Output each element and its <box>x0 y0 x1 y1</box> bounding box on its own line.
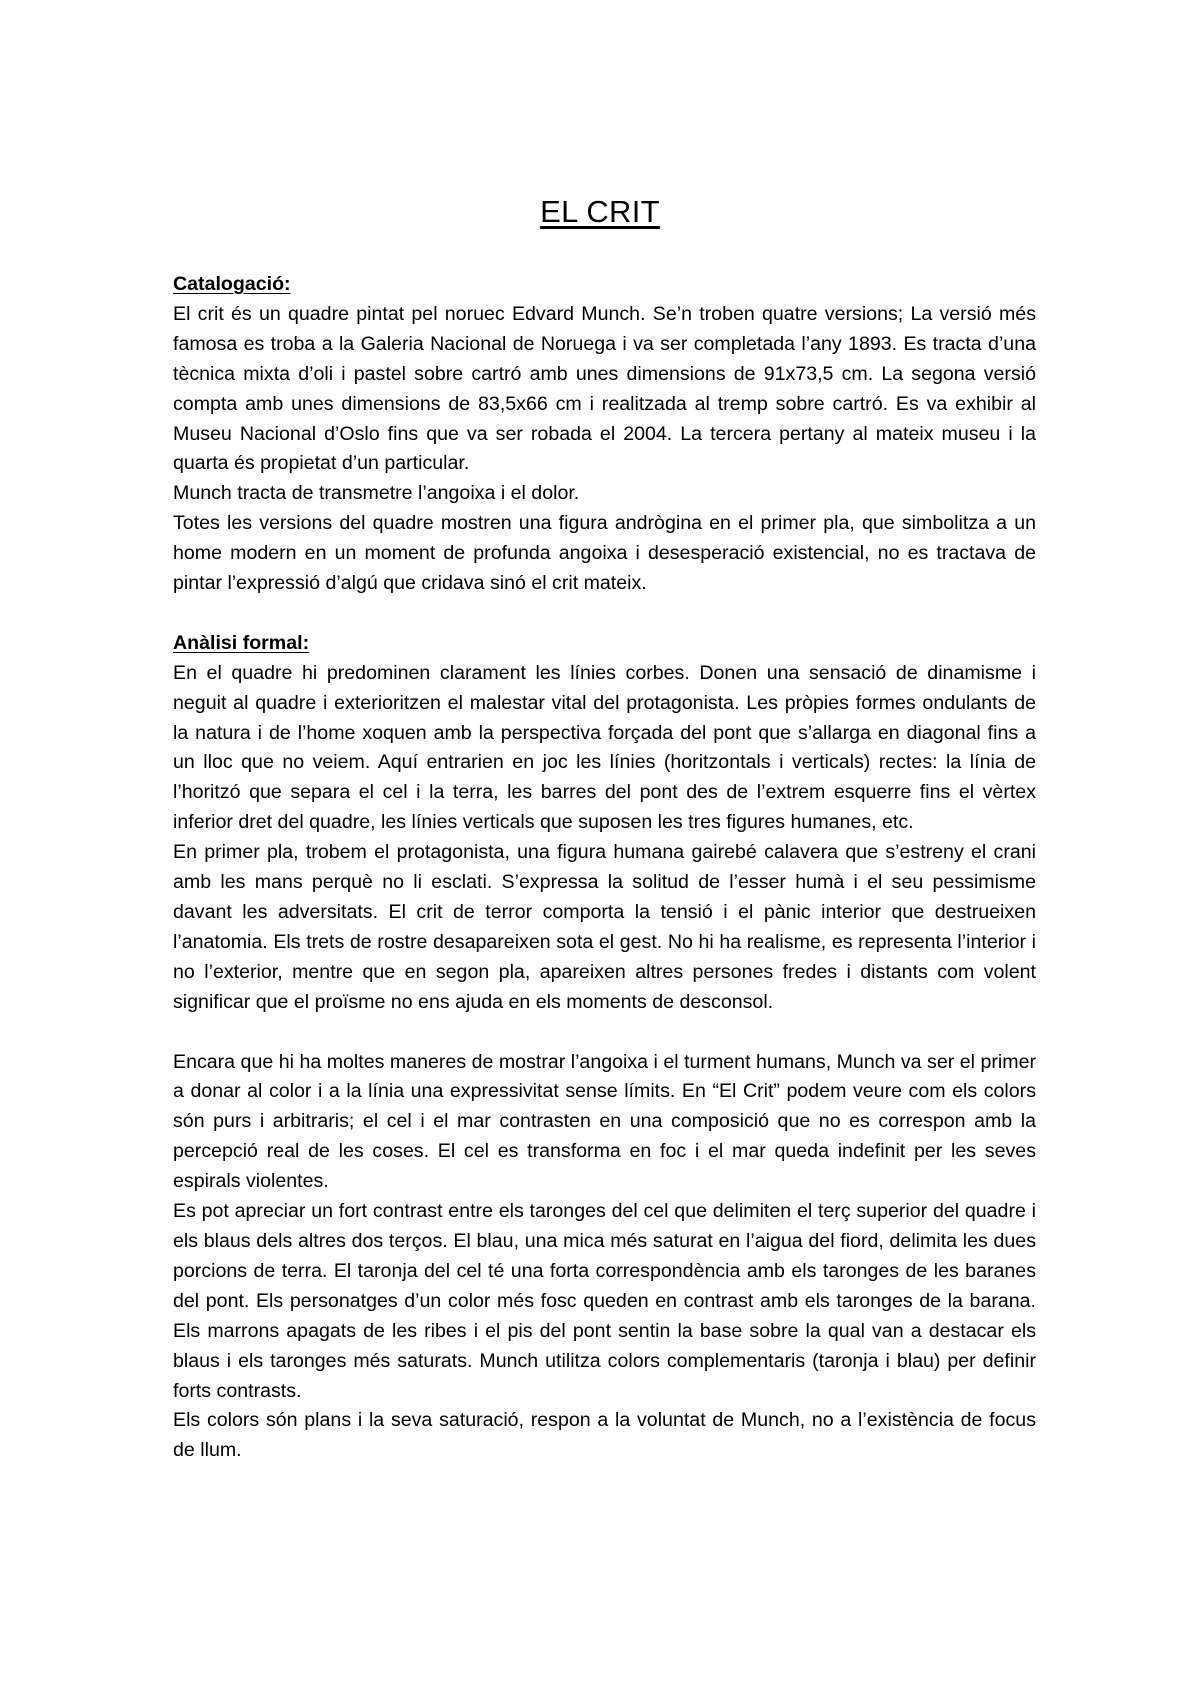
paragraph: Totes les versions del quadre mostren una figura andrògina en el primer pla, que simbolitza a un home modern en un moment de profunda angoixa i desesperació existencial, no es tractava de pintar l’expressió d’algú que cridava sinó el crit mateix. <box>173 512 1036 595</box>
paragraph: El crit és un quadre pintat pel noruec Edvard Munch. Se’n troben quatre versions; La versió més famosa es troba a la Galeria Nacional de Noruega i va ser completada l’any 1893. Es tracta d’una tècnica mixta d’oli i pastel sobre cartró amb unes dimensions de 91x73,5 cm. La segona versió compta amb unes dimensions de 83,5x66 cm i realitzada al tremp sobre cartró. Es va exhibir al Museu Nacional d’Oslo fins que va ser robada el 2004. La tercera pertany al mateix museu i la quarta és propietat d’un particular. <box>173 302 1036 475</box>
section-heading-catalogacio: Catalogació: <box>173 273 291 295</box>
paragraph: En el quadre hi predominen clarament les línies corbes. Donen una sensació de dinamisme i neguit al quadre i exterioritzen el malestar vital del protagonista. Les pròpies formes ondulants de la natura i de l’home xoquen amb la perspectiva forçada del pont que s’allarga en diagonal fins a un lloc que no veiem. Aquí entrarien en joc les línies (horitzontals i verticals) rectes: la línia de l’horitzó que separa el cel i la terra, les barres del pont des de l’extrem esquerre fins el vèrtex inferior dret del quadre, les línies verticals que suposen les tres figures humanes, etc. <box>173 661 1036 834</box>
document-title: EL CRIT <box>540 194 660 229</box>
document-body <box>173 270 1036 1466</box>
paragraph: Encara que hi ha moltes maneres de mostrar l’angoixa i el turment humans, Munch va ser el primer a donar al color i a la línia una expressivitat sense límits. En “El Crit” podem veure com els colors són purs i arbitraris; el cel i el mar contrasten en una composició que no es correspon amb la percepció real de les coses. El cel es transforma en foc i el mar queda indefinit per les seves espirals violentes. <box>173 1050 1036 1193</box>
paragraph: Munch tracta de transmetre l’angoixa i el dolor. <box>173 482 580 505</box>
paragraph: En primer pla, trobem el protagonista, una figura humana gairebé calavera que s’estreny el crani amb les mans perquè no li esclati. S’expressa la solitud de l’esser humà i el seu pessimisme davant les adversitats. El crit de terror comporta la tensió i el pànic interior que destrueixen l’anatomia. Els trets de rostre desapareixen sota el gest. No hi ha realisme, es representa l’interior i no l’exterior, mentre que en segon pla, apareixen altres persones fredes i distants com volent significar que el proïsme no ens ajuda en els moments de desconsol. <box>173 841 1036 1013</box>
section-heading-analisi-formal: Anàlisi formal: <box>173 631 310 654</box>
paragraph: Els colors són plans i la seva saturació, respon a la voluntat de Munch, no a l’existència de focus de llum. <box>173 1409 1036 1462</box>
blank-line <box>173 1018 1036 1048</box>
paragraph: Es pot apreciar un fort contrast entre els taronges del cel que delimiten el terç superior del quadre i els blaus dels altres dos terços. El blau, una mica més saturat en l’aigua del fiord, delimita les dues porcions de terra. El taronja del cel té una forta correspondència amb els taronges de les baranes del pont. Els personatges d’un color més fosc queden en contrast amb els taronges de la barana. Els marrons apagats de les ribes i el pis del pont sentin la base sobre la qual van a destacar els blaus i els taronges més saturats. Munch utilitza colors complementaris (taronja i blau) per definir forts contrasts. <box>173 1200 1036 1402</box>
blank-line <box>173 599 1036 629</box>
